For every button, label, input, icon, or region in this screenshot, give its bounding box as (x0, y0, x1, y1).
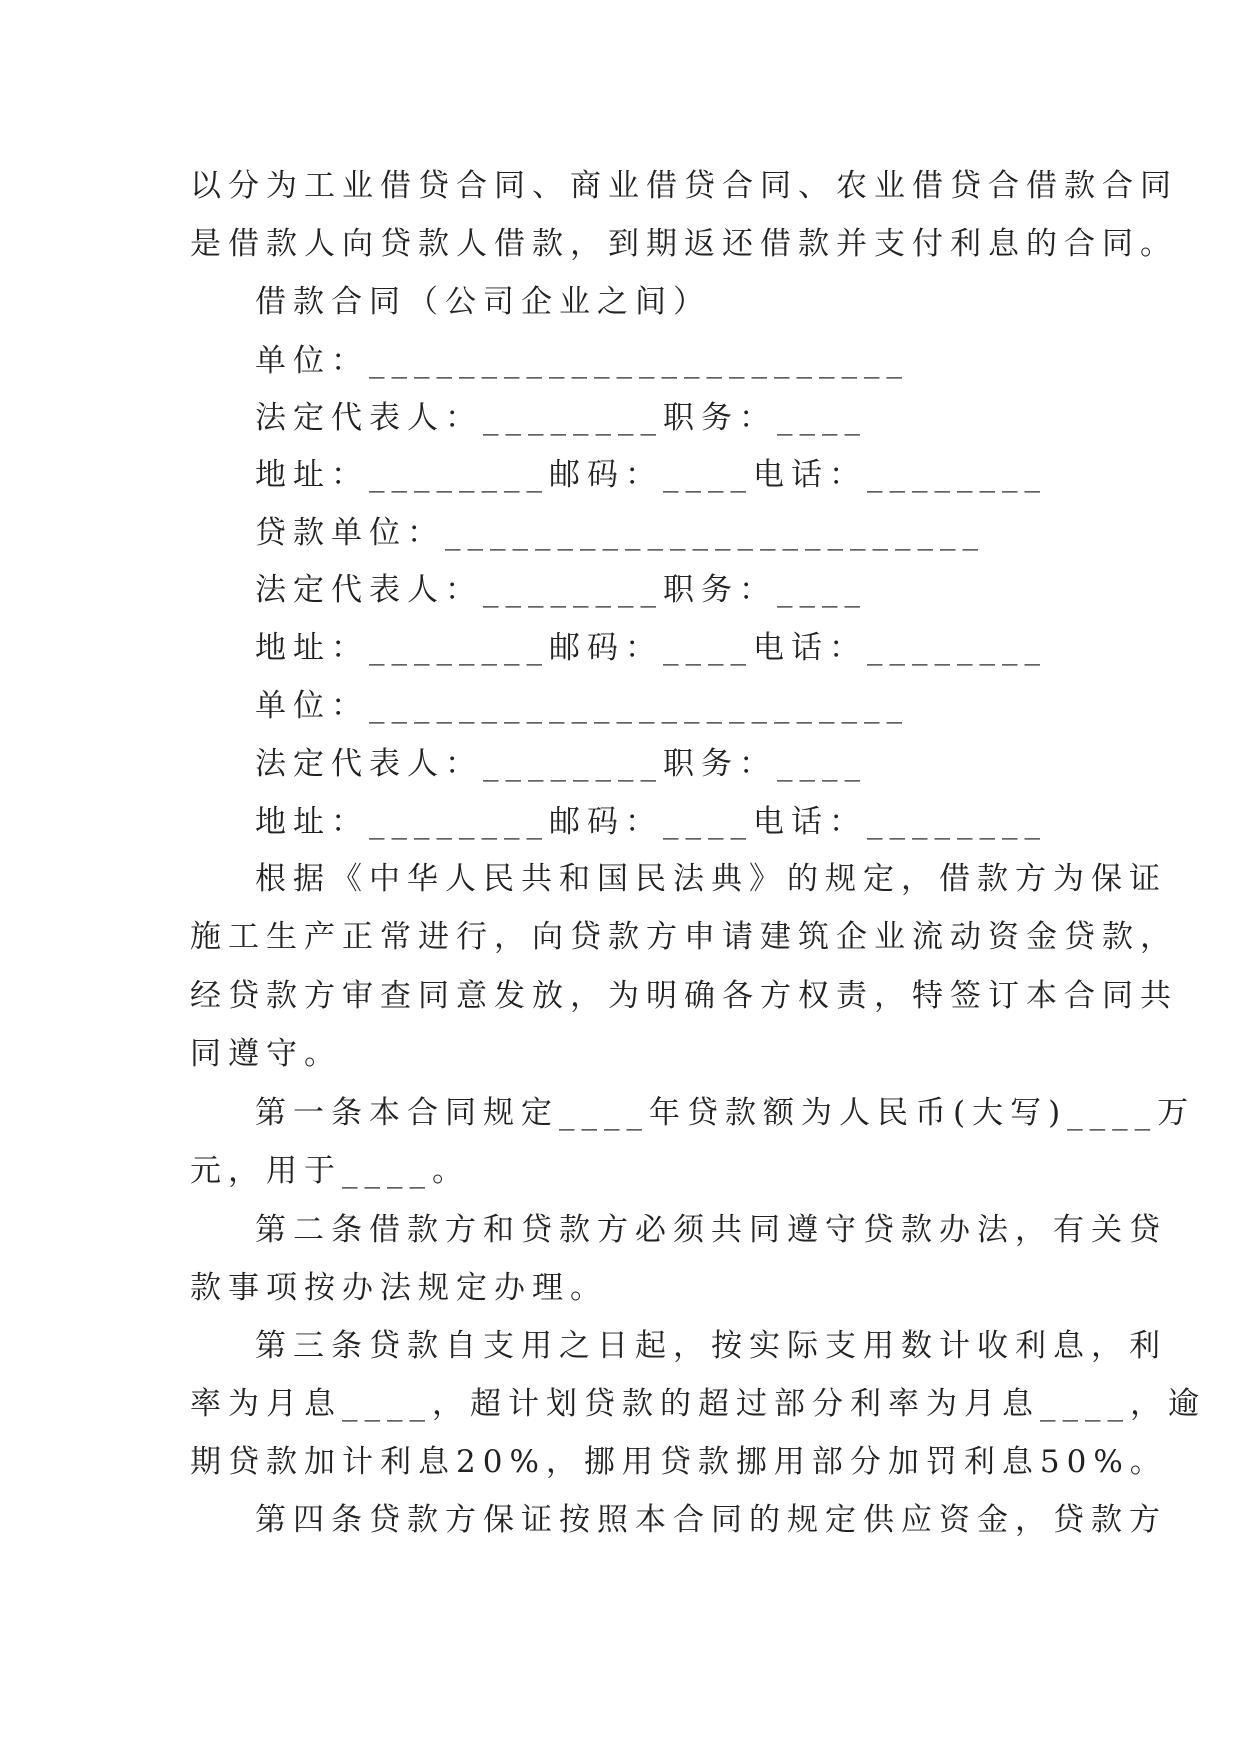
third-representative-field: 法定代表人：________职务：____ (255, 746, 867, 782)
third-address-field: 地址：________邮码：____电话：________ (255, 804, 1047, 840)
article-2-text: 第二条借款方和贷款方必须共同遵守贷款办法，有关贷 (255, 1212, 1167, 1248)
lender-unit-field: 贷款单位：________________________ (255, 515, 985, 551)
article-2-text: 款事项按办法规定办理。 (190, 1270, 608, 1306)
article-1-text: 元，用于____。 (190, 1153, 470, 1189)
body-text-line: 经贷款方审查同意发放，为明确各方权责，特签订本合同共 (190, 978, 1178, 1014)
body-text-line: 施工生产正常进行，向贷款方申请建筑企业流动资金贷款， (190, 919, 1178, 955)
body-text-line: 根据《中华人民共和国民法典》的规定，借款方为保证 (255, 861, 1167, 897)
article-1-text: 第一条本合同规定____年贷款额为人民币(大写)____万 (255, 1095, 1196, 1131)
article-3-text: 期贷款加计利息20%，挪用贷款挪用部分加罚利息50%。 (190, 1444, 1168, 1480)
body-text-line: 以分为工业借贷合同、商业借贷合同、农业借贷合借款合同 (190, 168, 1178, 204)
party-unit-field: 单位：________________________ (255, 343, 909, 379)
third-unit-field: 单位：________________________ (255, 688, 909, 724)
body-text-line: 同遵守。 (190, 1036, 342, 1072)
party-address-field: 地址：________邮码：____电话：________ (255, 457, 1047, 493)
article-4-text: 第四条贷款方保证按照本合同的规定供应资金，贷款方 (255, 1502, 1167, 1538)
contract-title: 借款合同（公司企业之间） (255, 284, 711, 320)
lender-representative-field: 法定代表人：________职务：____ (255, 572, 867, 608)
lender-address-field: 地址：________邮码：____电话：________ (255, 630, 1047, 666)
article-3-text: 率为月息____，超计划贷款的超过部分利率为月息____，逾 (190, 1386, 1206, 1422)
article-3-text: 第三条贷款自支用之日起，按实际支用数计收利息，利 (255, 1328, 1167, 1364)
party-representative-field: 法定代表人：________职务：____ (255, 400, 867, 436)
body-text-line: 是借款人向贷款人借款，到期返还借款并支付利息的合同。 (190, 226, 1178, 262)
